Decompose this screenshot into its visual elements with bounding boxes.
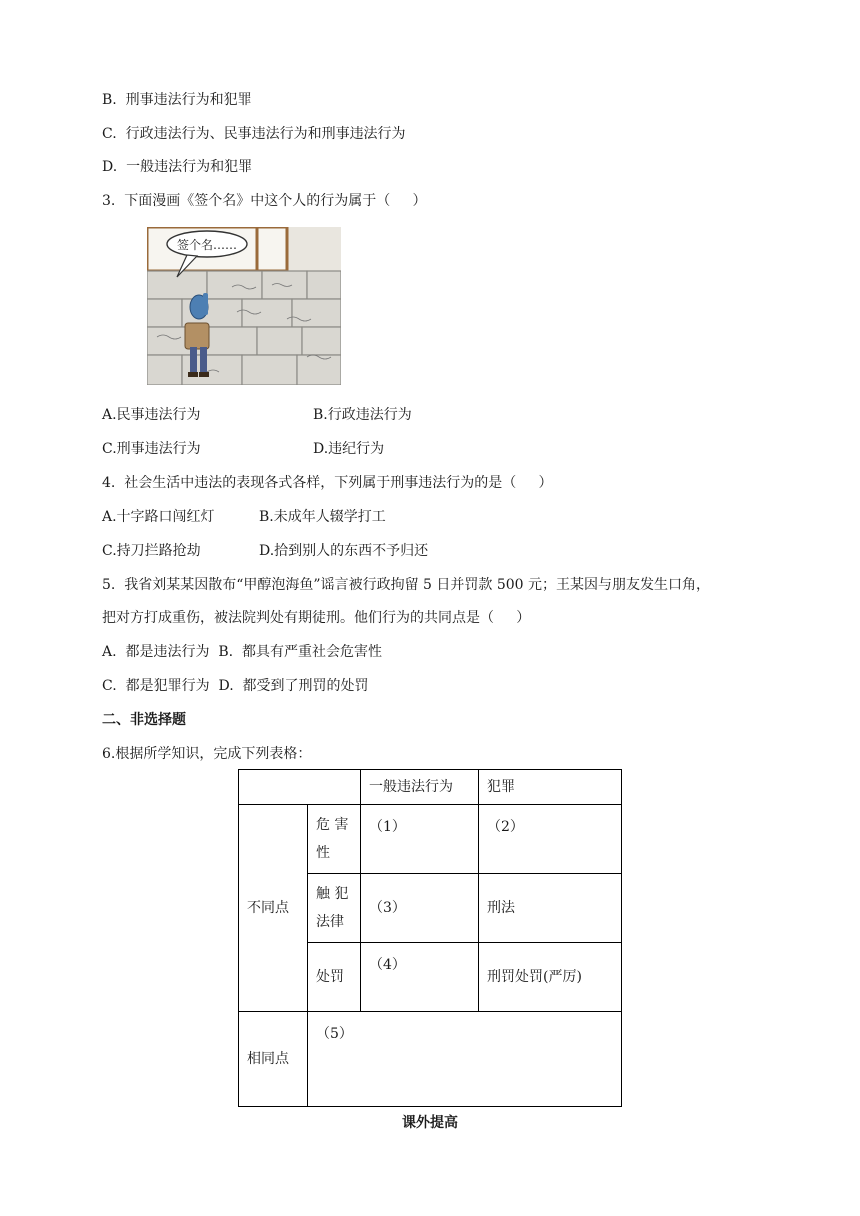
row-label-penalty: 处罚 xyxy=(308,943,361,1012)
cell-general-law: （3） xyxy=(361,874,479,943)
q4-stem: 4. 社会生活中违法的表现各式各样，下列属于刑事违法行为的是（ ） xyxy=(102,475,553,491)
q3-option-c: C.刑事违法行为 xyxy=(102,441,201,457)
q5-stem-line2: 把对方打成重伤，被法院判处有期徒刑。他们行为的共同点是（ ） xyxy=(102,610,531,626)
q3-option-a: A.民事违法行为 xyxy=(102,407,201,423)
header-crime: 犯罪 xyxy=(479,770,622,805)
q4-option-a: A.十字路口闯红灯 xyxy=(102,509,215,525)
svg-text:签个名……: 签个名…… xyxy=(176,238,238,252)
q6-stem: 6.根据所学知识，完成下列表格： xyxy=(102,746,312,762)
q3-stem: 3. 下面漫画《签个名》中这个人的行为属于（ ） xyxy=(102,193,427,209)
header-general: 一般违法行为 xyxy=(361,770,479,805)
section-title: 二、非选择题 xyxy=(102,712,186,728)
section-caption: 课外提高 xyxy=(402,1115,458,1131)
q4-option-d: D.拾到别人的东西不予归还 xyxy=(259,543,429,559)
cell-crime-harm: （2） xyxy=(479,805,622,874)
same-label: 相同点 xyxy=(239,1012,308,1107)
q4-option-b: B.未成年人辍学打工 xyxy=(259,509,386,525)
table-corner-cell xyxy=(239,770,361,805)
cell-general-harm: （1） xyxy=(361,805,479,874)
cell-general-penalty: （4） xyxy=(361,943,479,1012)
q5-options-line2: C. 都是犯罪行为 D. 都受到了刑罚的处罚 xyxy=(102,678,369,694)
cartoon-image xyxy=(147,227,341,385)
q3-option-d: D.违纪行为 xyxy=(313,441,385,457)
cell-crime-penalty: 刑罚处罚(严厉) xyxy=(479,943,622,1012)
diff-label: 不同点 xyxy=(239,805,308,1012)
q2-option-d: D. 一般违法行为和犯罪 xyxy=(102,159,253,175)
row-label-law: 触 犯 法律 xyxy=(308,874,361,943)
q4-option-c: C.持刀拦路抢劫 xyxy=(102,543,201,559)
q2-option-b: B. 刑事违法行为和犯罪 xyxy=(102,92,252,108)
row-label-harm: 危 害 性 xyxy=(308,805,361,874)
q5-options-line1: A. 都是违法行为 B. 都具有严重社会危害性 xyxy=(102,644,382,660)
cell-crime-law: 刑法 xyxy=(479,874,622,943)
q5-stem-line1: 5. 我省刘某某因散布“甲醇泡海鱼”谣言被行政拘留 5 日并罚款 500 元；王某因与朋友发生口角， xyxy=(102,577,710,593)
comparison-table xyxy=(238,769,622,1107)
q3-option-b: B.行政违法行为 xyxy=(313,407,412,423)
cell-same: （5） xyxy=(308,1012,622,1107)
q2-option-c: C. 行政违法行为、民事违法行为和刑事违法行为 xyxy=(102,126,406,142)
